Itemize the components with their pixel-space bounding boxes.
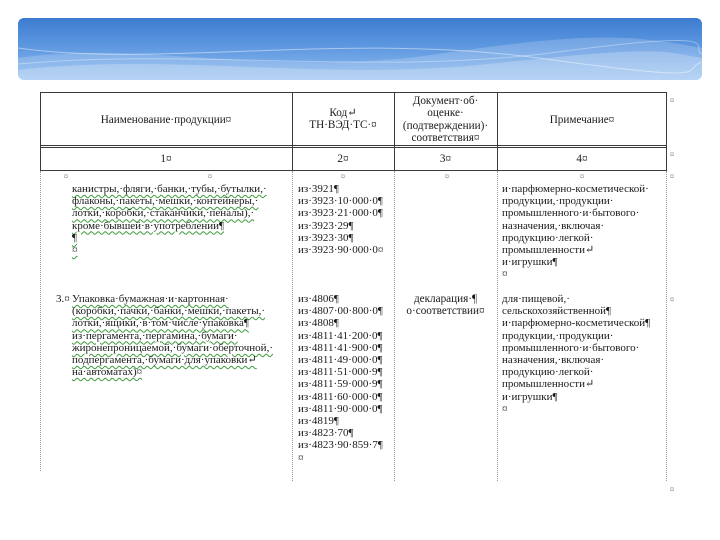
cell-end-mark: ¤ xyxy=(670,172,674,181)
table-left-border xyxy=(40,92,41,171)
row-end-mark-final: ¤ xyxy=(670,485,674,494)
row-a-product-name: канистры,·фляги,·банки,·тубы,·бутылки,· флаконы,·пакеты,·мешки,·контейнеры,· лотки,·коробки,·стаканчики,·пеналы),· кроме·бывшей·в·употреблении¶ ¶ ¤ xyxy=(72,183,267,257)
header-double-border xyxy=(40,145,667,148)
col-number-4: 4¤ xyxy=(576,153,588,165)
row-b-product-name: Упаковка·бумажная·и·картонная· (коробки,·пачки,·банки,·мешки,·пакеты,· лотки,·ящики,·в·том·числе·упаковка¶ из·пергамента,·пергамина,·бумаги· жиронепроницаемой,·бумаги·оберточной,· подпергамента,·бумаги·для·упаковки↵ на·автоматах)¤ xyxy=(72,293,273,379)
grid-col-1 xyxy=(292,171,293,481)
row-end-mark-b: ¤ xyxy=(670,295,674,304)
header-note: Примечание¤ xyxy=(549,114,615,126)
row-b-document: декларация·¶ о·соответствии¤ xyxy=(406,293,485,318)
row-end-mark-numbers: ¤ xyxy=(670,150,674,159)
cell-end-mark: ¤ xyxy=(341,172,345,181)
cell-end-mark: ¤ xyxy=(445,172,449,181)
grid-col-3 xyxy=(497,171,498,481)
table-right-border xyxy=(666,92,667,171)
cell-end-mark: ¤ xyxy=(208,172,212,181)
row-b-tnved-codes: из·4806¶ из·4807·00·800·0¶ из·4808¶ из·4811·41·200·0¶ из·4811·41·900·0¶ из·4811·49·000·0¶ из·4811·51·000·9¶ из·4811·59·000·9¶ из·4811·60·000·0¶ из·4811·90·000·0¶ из·4819¶ из·4823·70¶ из·4823·90·859·7¶ ¤ xyxy=(298,293,383,464)
row-a-note: и·парфюмерно-косметической· продукции,·продукции· промышленного·и·бытового· назначения,·включая· продукцию·легкой· промышленности↵ и·игрушки¶ ¤ xyxy=(502,183,649,281)
col-number-3: 3¤ xyxy=(439,153,452,165)
col-divider-3 xyxy=(497,92,498,171)
col-number-1: 1¤ xyxy=(160,153,172,165)
grid-col-2 xyxy=(394,171,395,481)
cell-end-mark: ¤ xyxy=(580,172,584,181)
table-top-border xyxy=(40,92,667,93)
grid-left xyxy=(40,171,41,471)
header-product-name: Наименование·продукции¤ xyxy=(100,114,232,126)
row-b-number: 3.¤ xyxy=(56,293,70,305)
col-divider-1 xyxy=(292,92,293,171)
header-tnved-code: Код↵ ТН·ВЭД·ТС·¤ xyxy=(309,107,377,132)
header-conformity-doc: Документ·об· оценке· (подтверждении)· соответствия¤ xyxy=(402,95,489,145)
col-number-2: 2¤ xyxy=(337,153,349,165)
row-a-tnved-codes: из·3921¶ из·3923·10·000·0¶ из·3923·21·000·0¶ из·3923·29¶ из·3923·30¶ из·3923·90·000·0¤ xyxy=(298,183,384,257)
cell-end-mark: ¤ xyxy=(64,172,68,181)
col-divider-2 xyxy=(394,92,395,171)
row-b-note: для·пищевой,· сельскохозяйственной¶ и·парфюмерно-косметической¶ продукции,·продукции· промышленного·и·бытового· назначения,·включая· продукцию·легкой· промышленности↵ и·игрушки¶ ¤ xyxy=(502,293,651,415)
grid-right xyxy=(666,171,667,481)
row-end-mark-header: ¤ xyxy=(670,96,674,105)
number-row-border xyxy=(40,170,667,171)
